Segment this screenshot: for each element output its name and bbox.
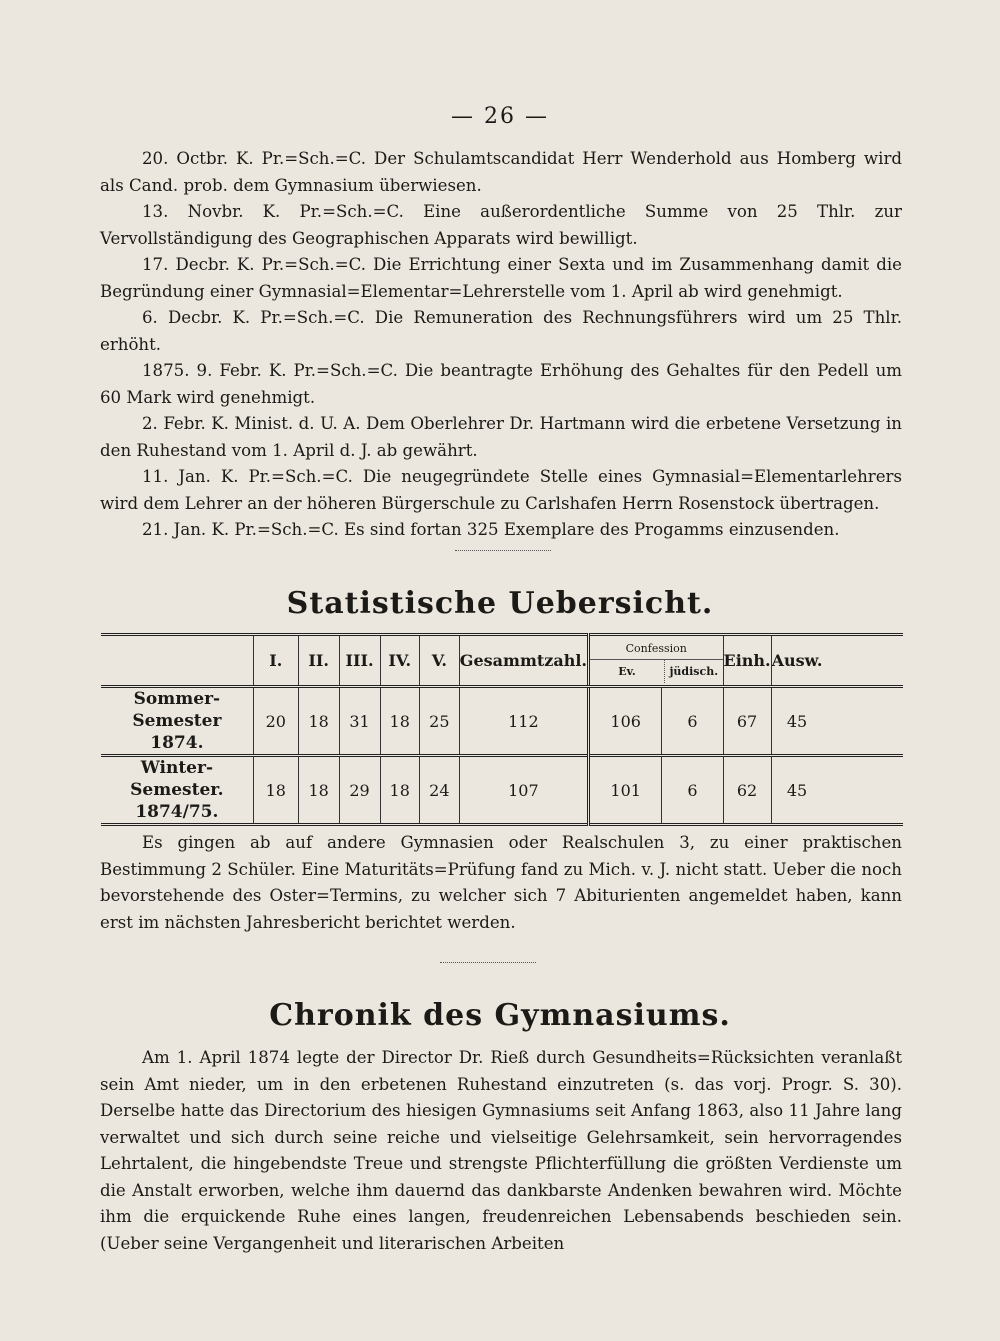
table-row bbox=[101, 687, 903, 756]
table-cell: 29 bbox=[339, 756, 380, 825]
ausw-header: Ausw. bbox=[771, 635, 822, 687]
table-cell: 18 bbox=[380, 756, 419, 825]
decree-entry: 13. Novbr. K. Pr.=Sch.=C. Eine außerordentliche Summe von 25 Thlr. zur Vervollständigung des Geographischen Apparats wird bewilligt. bbox=[100, 202, 902, 248]
table-cell: 101 bbox=[589, 756, 662, 825]
table-cell: 107 bbox=[459, 756, 588, 825]
einh-header: Einh. bbox=[723, 635, 771, 687]
confession-label: Confession bbox=[590, 638, 723, 660]
decree-entry: 17. Decbr. K. Pr.=Sch.=C. Die Errichtung einer Sexta und im Zusammenhang damit die Begründung einer Gymnasial=Elementar=Lehrerstelle vom 1. April ab wird genehmigt. bbox=[100, 255, 902, 301]
class-header: I. bbox=[253, 635, 298, 687]
table-cell: 112 bbox=[459, 687, 588, 756]
table-cell: 62 bbox=[723, 756, 771, 825]
statistics-table bbox=[101, 633, 903, 826]
section-divider bbox=[455, 550, 551, 551]
table-cell: 45 bbox=[771, 687, 822, 756]
chronicle-text bbox=[100, 1045, 902, 1257]
table-row bbox=[101, 756, 903, 825]
table-header-row bbox=[101, 635, 903, 687]
table-cell: 20 bbox=[253, 687, 298, 756]
table-cell: 31 bbox=[339, 687, 380, 756]
stats-note bbox=[100, 830, 902, 936]
table-cell: 18 bbox=[253, 756, 298, 825]
table-cell: 106 bbox=[589, 687, 662, 756]
ev-header: Ev. bbox=[618, 665, 636, 678]
chronicle-heading: Chronik des Gymnasiums. bbox=[269, 998, 731, 1033]
table-cell: 6 bbox=[662, 687, 723, 756]
decree-entry: 6. Decbr. K. Pr.=Sch.=C. Die Remuneration des Rechnungsführers wird um 25 Thlr. erhöht. bbox=[100, 308, 902, 354]
class-header: IV. bbox=[380, 635, 419, 687]
table-cell: 18 bbox=[298, 687, 339, 756]
total-header: Gesammtzahl. bbox=[459, 635, 588, 687]
jued-header: jüdisch. bbox=[664, 660, 723, 683]
decree-entry: 11. Jan. K. Pr.=Sch.=C. Die neugegründete Stelle eines Gymnasial=Elementarlehrers wird dem Lehrer an der höheren Bürgerschule zu Carlshafen Herrn Rosenstock übertragen. bbox=[100, 467, 902, 513]
class-header: II. bbox=[298, 635, 339, 687]
class-header: III. bbox=[339, 635, 380, 687]
decree-entry: 20. Octbr. K. Pr.=Sch.=C. Der Schulamtscandidat Herr Wenderhold aus Homberg wird als Cand. prob. dem Gymnasium überwiesen. bbox=[100, 149, 902, 195]
row-label: Sommer-Semester 1874. bbox=[132, 689, 222, 753]
decree-entry: 21. Jan. K. Pr.=Sch.=C. Es sind fortan 325 Exemplare des Progamms einzusenden. bbox=[142, 520, 840, 539]
row-label: Winter-Semester. 1874/75. bbox=[101, 756, 253, 825]
stats-paragraph: Es gingen ab auf andere Gymnasien oder Realschulen 3, zu einer praktischen Bestimmung 2 Schüler. Eine Maturitäts=Prüfung fand zu Mich. v. J. nicht statt. Ueber die noch bevorstehende des Oster=Termins, zu welcher sich 7 Abiturienten angemeldet haben, kann erst im nächsten Jahresbericht berichtet werden. bbox=[100, 833, 902, 932]
confession-subheaders bbox=[590, 660, 723, 683]
table-cell: 67 bbox=[723, 687, 771, 756]
table-cell: 45 bbox=[771, 756, 822, 825]
chronicle-paragraph: Am 1. April 1874 legte der Director Dr. Rieß durch Gesundheits=Rücksichten veranlaßt sein Amt nieder, um in den erbetenen Ruhestand einzutreten (s. das vorj. Progr. S. 30). Derselbe hatte das Directorium des hiesigen Gymnasiums seit Anfang 1863, also 11 Jahre lang verwaltet und sich durch seine reiche und vielseitige Gelehrsamkeit, sein hervorragendes Lehrtalent, die hingebendste Treue und strengste Pflichterfüllung die größten Verdienste um die Anstalt erworben, welche ihm dauernd das dankbarste Andenken bewahren wird. Möchte ihm die erquickende Ruhe eines langen, freudenreichen Lebensabends beschieden sein. (Ueber seine Vergangenheit und literarischen Arbeiten bbox=[100, 1048, 902, 1253]
page-number: — 26 — bbox=[451, 104, 549, 129]
class-header: V. bbox=[419, 635, 459, 687]
table-cell: 18 bbox=[380, 687, 419, 756]
confession-header bbox=[589, 635, 724, 687]
decree-entry: 1875. 9. Febr. K. Pr.=Sch.=C. Die beantragte Erhöhung des Gehaltes für den Pedell um 60 Mark wird genehmigt. bbox=[100, 361, 902, 407]
table-cell: 25 bbox=[419, 687, 459, 756]
decree-entry: 2. Febr. K. Minist. d. U. A. Dem Oberlehrer Dr. Hartmann wird die erbetene Versetzung in den Ruhestand vom 1. April d. J. ab gewährt. bbox=[100, 414, 902, 460]
stats-heading: Statistische Uebersicht. bbox=[286, 586, 714, 621]
decree-entries bbox=[100, 146, 902, 544]
section-divider bbox=[440, 962, 536, 963]
table-cell: 6 bbox=[662, 756, 723, 825]
table-cell: 18 bbox=[298, 756, 339, 825]
label-header bbox=[101, 635, 253, 687]
table-cell: 24 bbox=[419, 756, 459, 825]
